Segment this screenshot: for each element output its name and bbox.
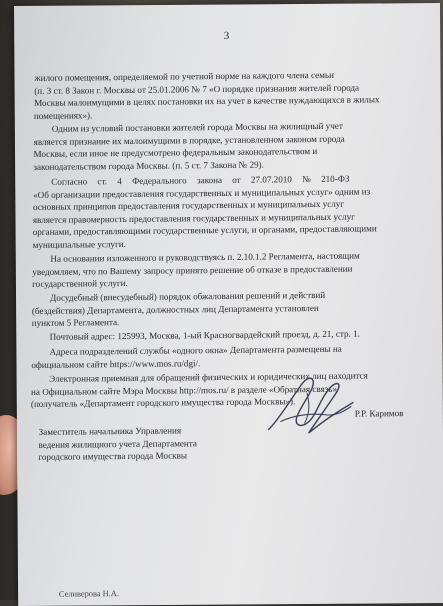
paragraph-5 xyxy=(32,289,325,330)
paragraph-7 xyxy=(31,343,342,371)
paragraph-1 xyxy=(34,68,380,122)
text-line: законодательством города Москвы. (п. 5 ст. 7 Закона № 29). xyxy=(33,159,264,172)
paragraph-4 xyxy=(32,250,360,291)
paragraph-3 xyxy=(33,172,378,251)
text-line: основных принципов предоставления государственных и муниципальных услуг xyxy=(32,198,345,213)
text-line: государственной услуги. xyxy=(32,278,128,290)
paragraph-6 xyxy=(32,328,360,344)
text-line: Почтовый адрес: 125993, Москва, 1-ый Красногвардейский проезд, д. 21, стр. 1. xyxy=(49,328,361,342)
text-line: городского имущества города Москвы xyxy=(38,450,188,463)
text-line: органами, предоставляющими государственные услуги, и органами, предоставляющими xyxy=(32,223,377,238)
text-line: на Официальном сайте Мэра Москвы http://mos.ru/ в разделе «Обратная связь» xyxy=(31,383,338,397)
text-line: муниципальные услуги. xyxy=(32,238,126,250)
signatory-position xyxy=(38,424,197,463)
text-line: На основании изложенного и руководствуясь п. 2.10.1.2 Регламента, настоящим xyxy=(50,250,360,264)
text-line: является правомерность предоставления государственных и муниципальных услуг xyxy=(32,211,355,225)
text-line: Москвы малоимущими в целях постановки их на учет в качестве нуждающихся в жилых xyxy=(34,94,380,109)
text-line: официальном сайте https://www.mos.ru/dgi/. xyxy=(31,357,201,370)
text-line: уведомляем, что по Вашему запросу принято решение об отказе в предоставлении xyxy=(32,263,353,277)
handwritten-signature xyxy=(261,371,362,442)
signatory-name: Р.Р. Каримов xyxy=(354,408,404,419)
text-line: (бездействия) Департамента, должностных лиц Департамента установлен xyxy=(31,302,319,316)
text-line: (п. 3 ст. 8 Закон г. Москвы от 25.01.2006 № 7 «О порядке признания жителей города xyxy=(34,82,360,96)
text-line: Согласно ст. 4 Федерального закона от 27.07.2010 № 210-ФЗ xyxy=(51,173,350,187)
text-line: пунктом 5 Регламента. xyxy=(31,317,120,329)
text-line: Адреса подразделений службы «одного окна» Департамента размещены на xyxy=(49,343,342,357)
text-line: Электронная приемная для обращений физических и юридических лиц находится xyxy=(49,370,368,384)
paragraph-2 xyxy=(33,120,345,174)
text-line: Одним из условий постановки жителей города Москвы на жилищный учет xyxy=(51,120,343,134)
text-line: жилого помещения, определяемой по учетной норме на каждого члена семьи xyxy=(34,69,335,83)
text-line: является признание их малоимущими в порядке, установленном законом города xyxy=(33,133,345,147)
text-line: Заместитель начальника Управления xyxy=(38,425,182,437)
text-line: ведения жилищного учета Департамента xyxy=(38,437,197,450)
page-number: 3 xyxy=(223,29,230,42)
text-line: «Об организации предоставления государственных и муниципальных услуг» одним из xyxy=(33,186,371,200)
text-line: Москвы, если иное не предусмотрено федеральным законодательством и xyxy=(33,146,318,160)
text-line: Досудебный (внесудебный) порядок обжалования решений и действий xyxy=(49,289,326,303)
executor-name: Селиверова Н.А. xyxy=(58,589,120,599)
text-line: (получатель «Департамент городского имущества города Москвы»). xyxy=(30,396,296,410)
text-line: помещениях»). xyxy=(33,110,93,121)
